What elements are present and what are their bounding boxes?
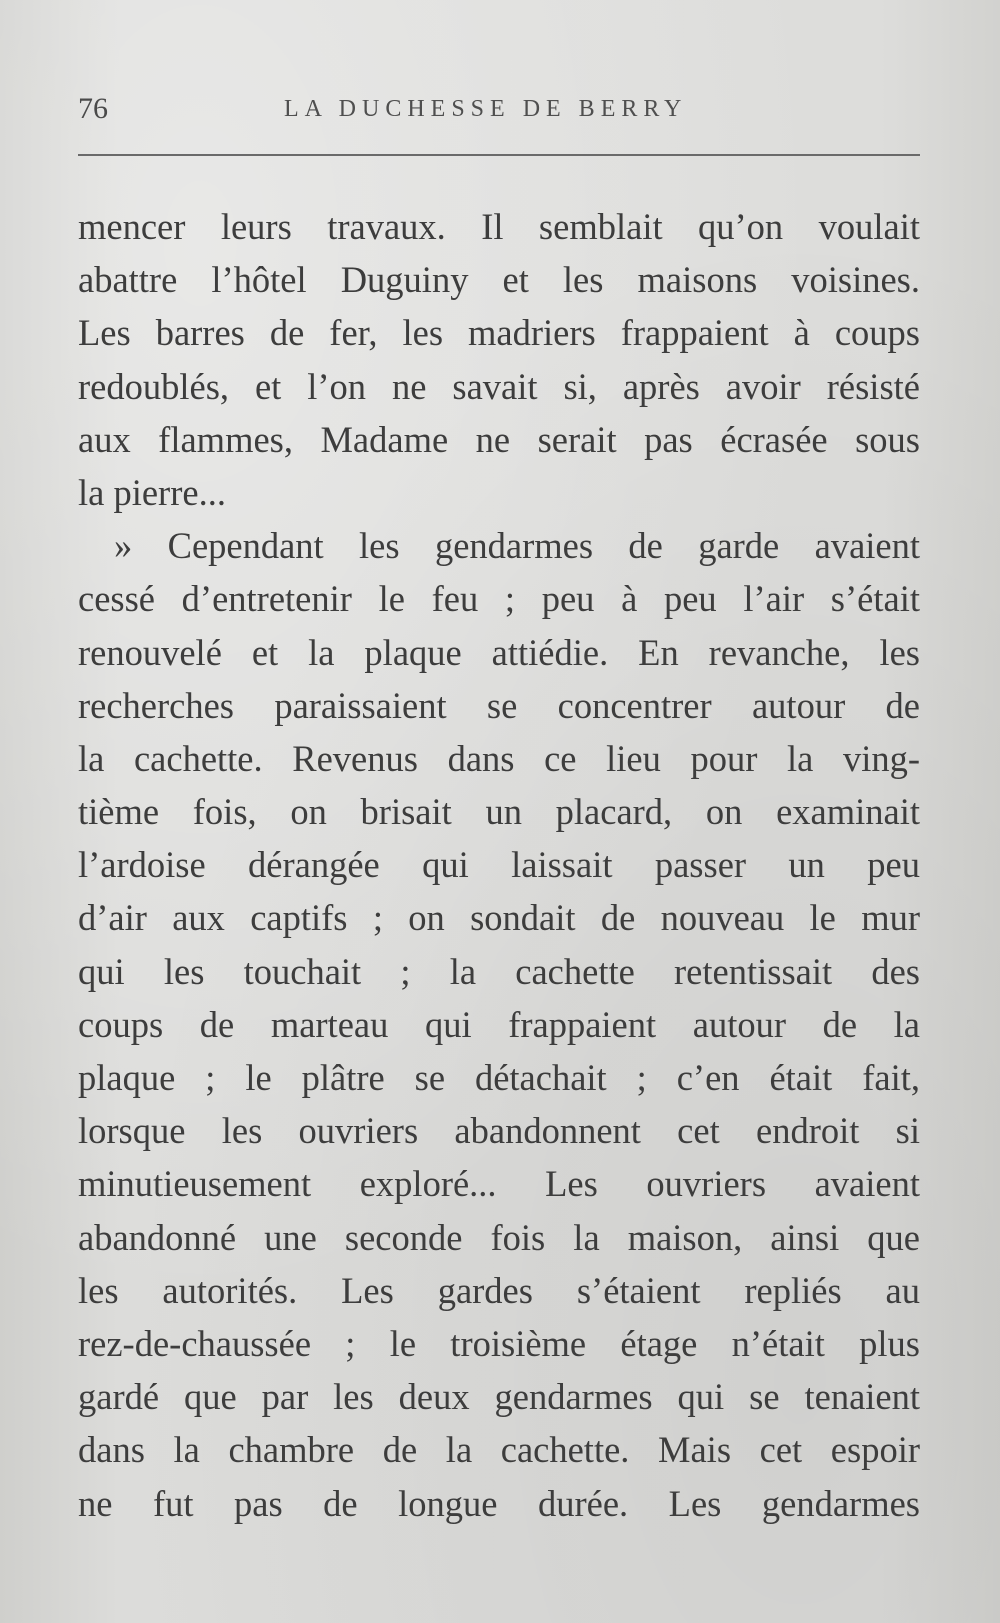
text-line: plaque ; le plâtre se détachait ; c’en était fait,: [78, 1057, 920, 1098]
text-line: l’ardoise dérangée qui laissait passer un peu: [78, 844, 920, 886]
running-head: [78, 92, 920, 136]
text-line: » Cependant les gendarmes de garde avaient: [114, 525, 920, 567]
text-line: minutieusement exploré... Les ouvriers avaient: [78, 1163, 920, 1205]
text-line: coups de marteau qui frappaient autour de la: [78, 1003, 920, 1045]
text-line: dans la chambre de la cachette. Mais cet espoir: [78, 1429, 920, 1471]
text-line: la cachette. Revenus dans ce lieu pour la ving-: [78, 737, 920, 779]
text-line: gardé que par les deux gendarmes qui se tenaient: [78, 1376, 920, 1418]
text-line: abandonné une seconde fois la maison, ainsi que: [78, 1216, 920, 1258]
text-line: tième fois, on brisait un placard, on examinait: [78, 791, 920, 833]
running-title: LA DUCHESSE DE BERRY: [284, 96, 688, 122]
text-line: renouvelé et la plaque attiédie. En revanche, les: [78, 631, 920, 673]
text-line: Les barres de fer, les madriers frappaient à coups: [78, 312, 920, 354]
text-line: la pierre...: [78, 471, 226, 513]
text-line: redoublés, et l’on ne savait si, après avoir résisté: [78, 365, 920, 407]
text-line: abattre l’hôtel Duguiny et les maisons voisines.: [78, 259, 920, 301]
page-number: 76: [78, 92, 108, 125]
text-line: ne fut pas de longue durée. Les gendarmes: [78, 1482, 920, 1524]
text-line: les autorités. Les gardes s’étaient repliés au: [78, 1269, 920, 1311]
text-line: rez-de-chaussée ; le troisième étage n’était plus: [78, 1322, 920, 1364]
text-line: lorsque les ouvriers abandonnent cet endroit si: [78, 1110, 920, 1152]
header-rule: [78, 154, 920, 156]
text-line: cessé d’entretenir le feu ; peu à peu l’air s’était: [78, 578, 920, 620]
text-line: qui les touchait ; la cachette retentissait des: [78, 950, 920, 992]
text-line: d’air aux captifs ; on sondait de nouveau le mur: [78, 897, 920, 939]
text-line: mencer leurs travaux. Il semblait qu’on voulait: [78, 206, 920, 247]
body-text: [78, 200, 920, 1530]
text-line: aux flammes, Madame ne serait pas écrasée sous: [78, 418, 920, 460]
text-line: recherches paraissaient se concentrer autour de: [78, 684, 920, 726]
